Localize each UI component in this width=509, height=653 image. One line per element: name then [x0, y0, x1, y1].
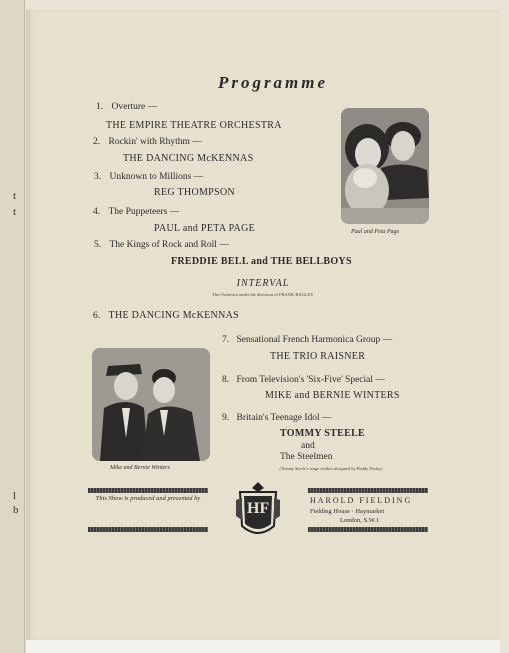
programme-item-1: [96, 102, 157, 112]
left-page-mark: b: [13, 504, 19, 516]
photo-caption: Paul and Peta Page: [351, 229, 400, 235]
left-page-edge: [0, 0, 25, 653]
programme-item-6: [93, 310, 239, 321]
photo-mike-bernie-winters: [92, 348, 210, 461]
item-label: Rockin' with Rhythm —: [108, 137, 202, 147]
item-act: THE TRIO RAISNER: [270, 351, 366, 362]
programme-item-8: [222, 375, 385, 385]
item-number: 2.: [93, 137, 101, 147]
left-page-mark: t: [13, 190, 17, 202]
divider: [308, 527, 428, 532]
producer-name: HAROLD FIELDING: [310, 496, 413, 505]
presented-by-text: This Show is produced and presented by: [95, 495, 201, 502]
item-act: FREDDIE BELL and THE BELLBOYS: [171, 256, 352, 267]
item-number: 1.: [96, 102, 104, 112]
interval-label: INTERVAL: [236, 278, 290, 289]
item-act: THE EMPIRE THEATRE ORCHESTRA: [106, 120, 282, 131]
hf-logo: [234, 480, 282, 542]
item-number: 5.: [94, 240, 102, 250]
item-act: REG THOMPSON: [154, 187, 235, 198]
item-label: Overture —: [111, 102, 158, 112]
item-number: 9.: [222, 413, 230, 423]
page-title: Programme: [217, 73, 329, 92]
item-label: Britain's Teenage Idol —: [236, 413, 332, 423]
programme-item-7: [222, 335, 392, 345]
programme-item-9: [222, 413, 332, 423]
divider: [88, 488, 208, 493]
item-note: (Tommy Steele's stage clothes designed by Paddy Finlay): [279, 466, 383, 471]
programme-item-4: [93, 207, 179, 217]
background-strip: [26, 640, 500, 653]
item-label: Unknown to Millions —: [109, 172, 204, 182]
item-number: 3.: [94, 172, 102, 182]
programme-item-2: [93, 137, 202, 147]
left-page-mark: t: [13, 206, 17, 218]
item-act: PAUL and PETA PAGE: [154, 223, 256, 234]
item-label: From Television's 'Six-Five' Special —: [236, 375, 385, 385]
programme-item-5: [94, 240, 229, 250]
item-number: 8.: [222, 375, 230, 385]
left-page-mark: l: [13, 490, 17, 502]
address-line-1: Fielding House · Haymarket: [310, 508, 385, 515]
logo-letters: HF: [247, 500, 270, 517]
programme-page: [26, 10, 500, 640]
address-line-2: London, S.W.1: [340, 517, 380, 524]
item-label: Sensational French Harmonica Group —: [236, 335, 393, 345]
item-act-secondary: The Steelmen: [280, 452, 333, 462]
item-number: 7.: [222, 335, 230, 345]
item-act: TOMMY STEELE: [280, 428, 366, 439]
interval-note: The Orchestra under the direction of FRANK BAGLEY: [212, 292, 314, 297]
item-number: 6.: [93, 311, 101, 321]
photo-caption: Mike and Bernie Winters: [110, 465, 170, 471]
divider: [308, 488, 428, 493]
item-number: 4.: [93, 207, 101, 217]
item-act: THE DANCING McKENNAS: [123, 153, 254, 164]
divider: [88, 527, 208, 532]
item-act: MIKE and BERNIE WINTERS: [265, 390, 400, 401]
programme-item-3: [94, 172, 203, 182]
photo-paul-peta-page: [341, 108, 429, 224]
item-label: The Puppeteers —: [108, 207, 180, 217]
item-label: THE DANCING McKENNAS: [108, 310, 239, 321]
item-and: and: [301, 441, 315, 451]
item-label: The Kings of Rock and Roll —: [109, 240, 229, 250]
